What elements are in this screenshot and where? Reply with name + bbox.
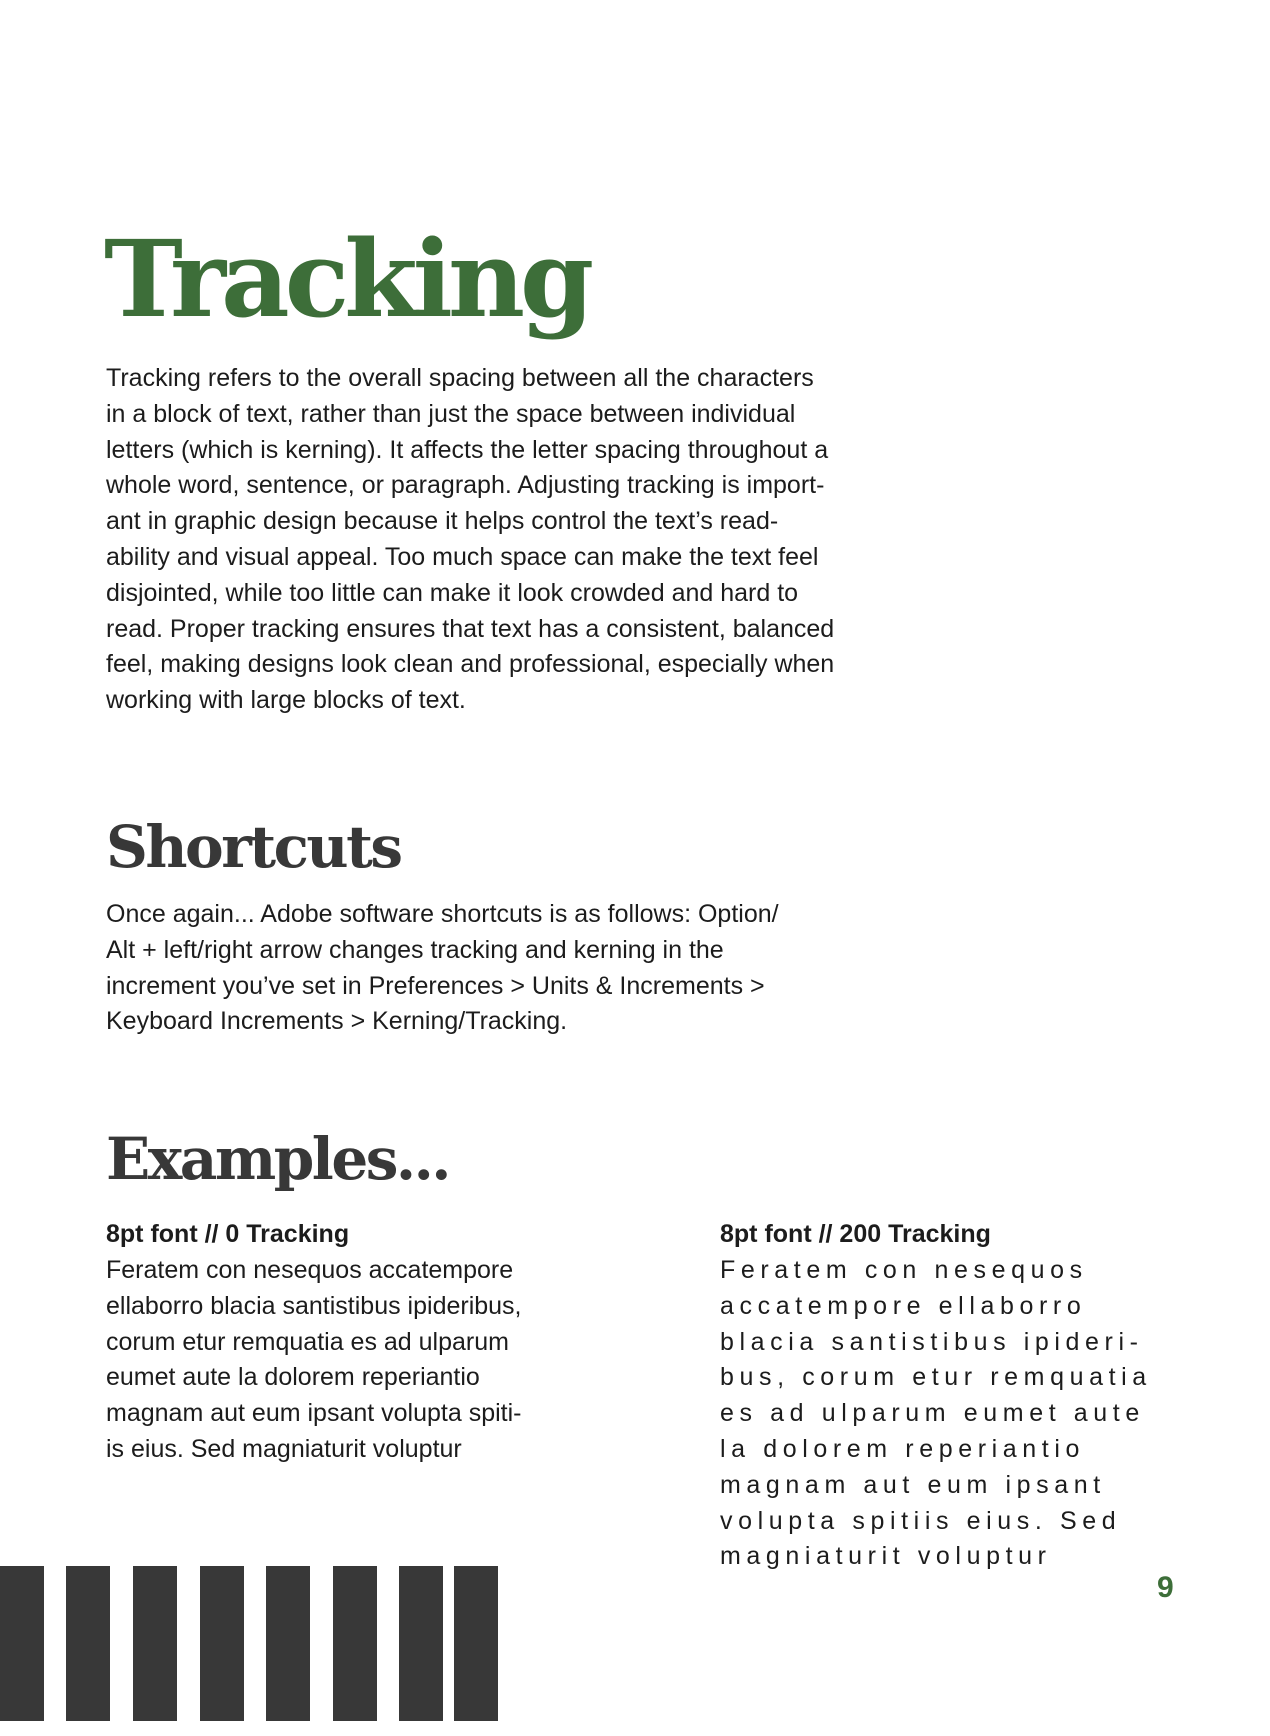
example-heading: 8pt font // 0 Tracking xyxy=(106,1220,350,1248)
text-line: blacia santistibus ipideri- xyxy=(720,1327,1144,1356)
example-text xyxy=(106,1253,522,1468)
text-line: increment you’ve set in Preferences > Units & Increments > xyxy=(106,971,765,1000)
text-line: is eius. Sed magniaturit voluptur xyxy=(106,1434,462,1463)
stripe xyxy=(200,1566,244,1721)
stripe xyxy=(454,1566,498,1721)
text-line: Keyboard Increments > Kerning/Tracking. xyxy=(106,1007,568,1036)
example-text xyxy=(720,1253,1152,1575)
decorative-stripes xyxy=(0,1566,500,1721)
page-number: 9 xyxy=(1157,1571,1174,1604)
text-line: whole word, sentence, or paragraph. Adjusting tracking is import- xyxy=(106,471,825,500)
stripe xyxy=(0,1566,44,1721)
text-line: Tracking refers to the overall spacing between all the characters xyxy=(106,364,814,392)
text-line: Feratem con nesequos xyxy=(720,1256,1088,1284)
text-line: disjointed, while too little can make it look crowded and hard to xyxy=(106,578,799,607)
text-line: read. Proper tracking ensures that text has a consistent, balanced xyxy=(106,614,835,643)
text-line: magnam aut eum ipsant xyxy=(720,1470,1106,1499)
text-line: Alt + left/right arrow changes tracking and kerning in the xyxy=(106,935,724,964)
text-line: letters (which is kerning). It affects the letter spacing throughout a xyxy=(106,435,829,464)
shortcuts-description xyxy=(106,897,779,1040)
text-line: in a block of text, rather than just the space between individual xyxy=(106,399,796,428)
text-line: magniaturit voluptur xyxy=(720,1542,1052,1571)
text-line: ant in graphic design because it helps control the text’s read- xyxy=(106,507,779,536)
text-line: accatempore ellaborro xyxy=(720,1291,1087,1320)
example-heading: 8pt font // 200 Tracking xyxy=(720,1220,991,1248)
text-line: magnam aut eum ipsant volupta spiti- xyxy=(106,1399,522,1428)
text-line: Feratem con nesequos accatempore xyxy=(106,1256,514,1284)
stripe xyxy=(399,1566,443,1721)
text-line: es ad ulparum eumet aute xyxy=(720,1399,1145,1428)
shortcuts-heading: Shortcuts xyxy=(106,813,401,881)
stripe xyxy=(333,1566,377,1721)
text-line: Once again... Adobe software shortcuts is as follows: Option/ xyxy=(106,900,779,928)
stripe xyxy=(66,1566,110,1721)
text-line: eumet aute la dolorem reperiantio xyxy=(106,1363,480,1392)
text-line: bus, corum etur remquatia xyxy=(720,1363,1152,1392)
examples-heading: Examples... xyxy=(106,1125,449,1193)
page-title: Tracking xyxy=(104,216,590,341)
text-line: working with large blocks of text. xyxy=(106,686,466,715)
text-line: corum etur remquatia es ad ulparum xyxy=(106,1327,509,1356)
text-line: ability and visual appeal. Too much space can make the text feel xyxy=(106,542,819,571)
text-line: feel, making designs look clean and professional, especially when xyxy=(106,650,835,679)
stripe xyxy=(266,1566,310,1721)
text-line: ellaborro blacia santistibus ipideribus, xyxy=(106,1291,522,1320)
text-line: la dolorem reperiantio xyxy=(720,1434,1085,1463)
tracking-description xyxy=(106,361,834,719)
text-line: volupta spitiis eius. Sed xyxy=(720,1506,1122,1535)
stripe xyxy=(133,1566,177,1721)
